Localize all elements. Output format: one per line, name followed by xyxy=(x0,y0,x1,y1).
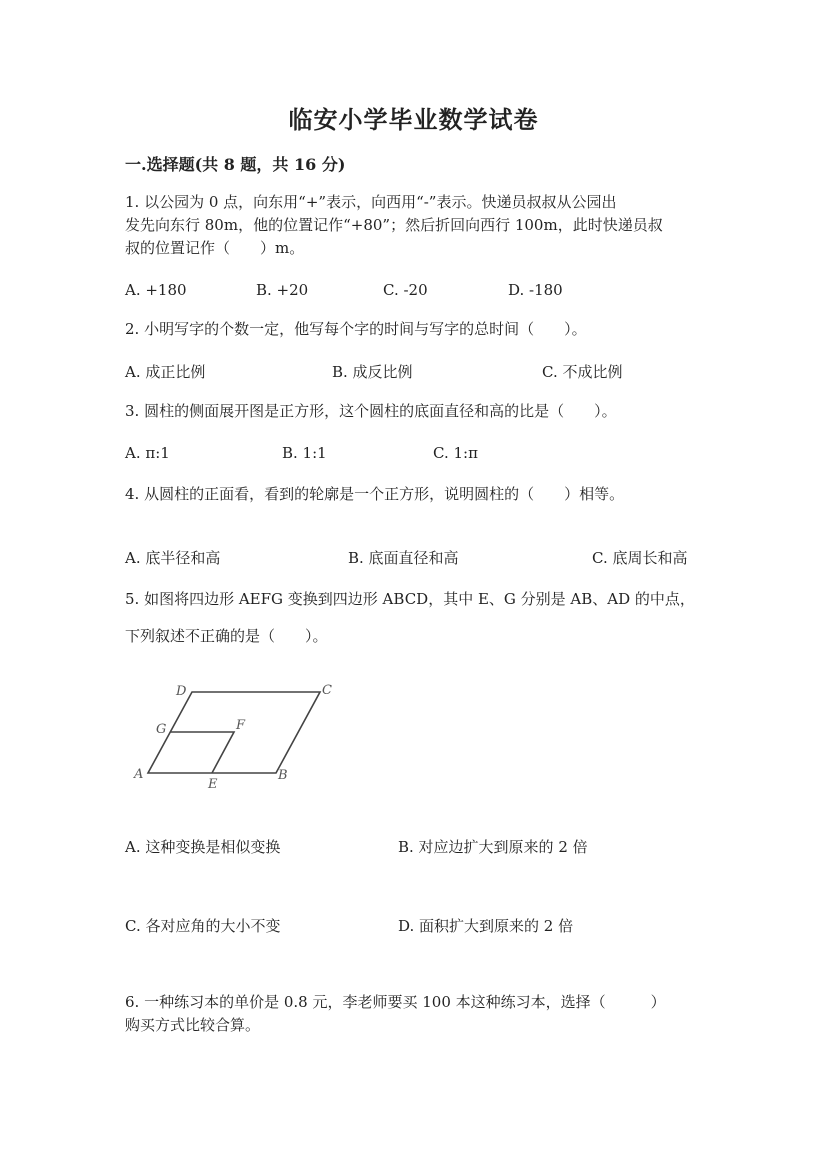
parallelogram-figure xyxy=(130,680,350,795)
option-a[interactable]: A. π:1 xyxy=(125,444,170,462)
option-a[interactable]: A. +180 xyxy=(125,281,187,299)
option-c[interactable]: C. 底周长和高 xyxy=(592,549,688,567)
question-text: 4. 从圆柱的正面看，看到的轮廓是一个正方形，说明圆柱的（ ）相等。 xyxy=(125,485,625,503)
vertex-label-c: C xyxy=(322,683,332,698)
vertex-label-f: F xyxy=(236,718,246,733)
option-b[interactable]: B. 对应边扩大到原来的 2 倍 xyxy=(398,838,588,856)
option-b[interactable]: B. +20 xyxy=(256,281,309,299)
vertex-label-g: G xyxy=(156,722,167,737)
option-b[interactable]: B. 成反比例 xyxy=(332,363,413,381)
option-c[interactable]: C. 1:π xyxy=(433,444,478,462)
vertex-label-e: E xyxy=(208,777,218,792)
question-text: 叔的位置记作（ ）m。 xyxy=(125,239,305,257)
question-text: 6. 一种练习本的单价是 0.8 元，李老师要买 100 本这种练习本，选择（ ） xyxy=(125,993,666,1011)
section-heading: 一.选择题(共 8 题，共 16 分) xyxy=(125,155,346,174)
question-text: 下列叙述不正确的是（ ）。 xyxy=(125,627,328,645)
question-text: 购买方式比较合算。 xyxy=(125,1016,261,1034)
quadrilateral-aefg xyxy=(170,732,234,773)
option-c[interactable]: C. -20 xyxy=(383,281,428,299)
question-text: 1. 以公园为 0 点，向东用“+”表示，向西用“-”表示。快递员叔叔从公园出 xyxy=(125,193,617,211)
question-text: 发先向东行 80m，他的位置记作“+80”；然后折回向西行 100m，此时快递员叔 xyxy=(125,216,663,234)
page-title: 临安小学毕业数学试卷 xyxy=(288,105,539,134)
option-a[interactable]: A. 这种变换是相似变换 xyxy=(125,838,281,856)
vertex-label-b: B xyxy=(278,768,288,783)
option-a[interactable]: A. 底半径和高 xyxy=(125,549,221,567)
option-c[interactable]: C. 各对应角的大小不变 xyxy=(125,917,281,935)
option-b[interactable]: B. 1:1 xyxy=(282,444,327,462)
question-text: 5. 如图将四边形 AEFG 变换到四边形 ABCD，其中 E、G 分别是 AB、AD 的中点， xyxy=(125,590,695,608)
option-a[interactable]: A. 成正比例 xyxy=(125,363,206,381)
vertex-label-a: A xyxy=(134,767,144,782)
question-text: 3. 圆柱的侧面展开图是正方形，这个圆柱的底面直径和高的比是（ ）。 xyxy=(125,402,617,420)
option-b[interactable]: B. 底面直径和高 xyxy=(348,549,459,567)
option-d[interactable]: D. -180 xyxy=(508,281,563,299)
vertex-label-d: D xyxy=(176,684,187,699)
option-c[interactable]: C. 不成比例 xyxy=(542,363,623,381)
option-d[interactable]: D. 面积扩大到原来的 2 倍 xyxy=(398,917,574,935)
question-text: 2. 小明写字的个数一定，他写每个字的时间与写字的总时间（ ）。 xyxy=(125,320,587,338)
